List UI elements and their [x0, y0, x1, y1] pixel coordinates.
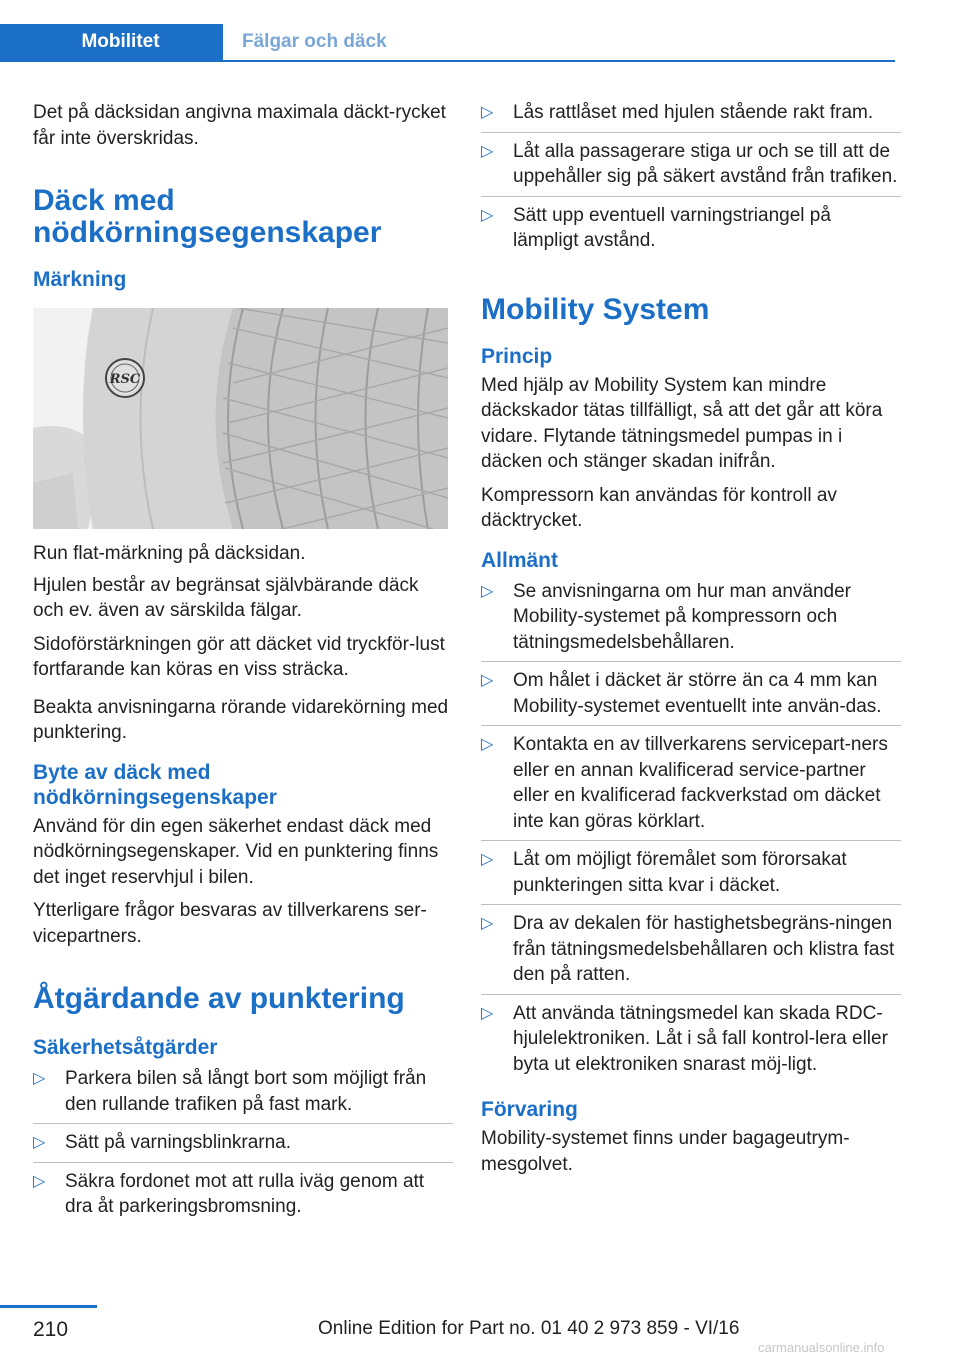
- triangle-bullet-icon: ▷: [481, 582, 494, 600]
- paragraph-wheels: Hjulen består av begränsat självbärande däck och ev. även av särskilda fälgar.: [33, 574, 419, 621]
- list-item: ▷ Att använda tätningsmedel kan skada RDC-hjulelektroniken. Låt i så fall kontrol‐lera eller byta ut elektroniken snarast möj‐ligt.: [481, 1002, 888, 1075]
- triangle-bullet-icon: ▷: [481, 1004, 494, 1022]
- edition-note: Online Edition for Part no. 01 40 2 973 859 - VI/16: [318, 1318, 740, 1339]
- paragraph-observe-instructions: Beakta anvisningarna rörande vidarekörning med punktering.: [33, 696, 449, 743]
- list-item: ▷ Dra av dekalen för hastighetsbegräns‐ningen från tätningsmedelsbehållaren och klistra fast den på ratten.: [481, 911, 901, 995]
- tire-svg: [33, 308, 448, 529]
- rsc-badge-text: RSC: [109, 372, 141, 387]
- general-list: [481, 579, 901, 1084]
- heading-runflat: Däck med nödkörningsegenskaper: [33, 184, 382, 249]
- right-column: [481, 100, 901, 1185]
- list-item: ▷ Lås rattlåset med hjulen stående rakt fram.: [481, 100, 901, 133]
- paragraph-runflat-marking: Run flat-märkning på däcksidan.: [33, 543, 306, 564]
- paragraph-further-questions: Ytterligare frågor besvaras av tillverkarens ser‐vicepartners.: [33, 900, 427, 947]
- heading-principle: Princip: [481, 344, 553, 368]
- safety-list: [33, 1066, 453, 1226]
- heading-general: Allmänt: [481, 548, 559, 572]
- subsection-tab-falgar[interactable]: Fälgar och däck: [242, 31, 387, 52]
- safety-list-continued: [481, 100, 901, 260]
- page-header: [0, 24, 895, 62]
- runflat-tire-illustration: [33, 308, 448, 529]
- page-number: 210: [33, 1318, 69, 1341]
- triangle-bullet-icon: ▷: [481, 915, 494, 932]
- triangle-bullet-icon: ▷: [481, 851, 494, 868]
- heading-puncture: Åtgärdande av punktering: [33, 982, 405, 1015]
- list-item: ▷ Låt om möjligt föremålet som förorsakat punkteringen sitta kvar i däcket.: [481, 847, 901, 905]
- triangle-bullet-icon: ▷: [481, 206, 494, 224]
- heading-mobility-system: Mobility System: [481, 292, 710, 326]
- intro-paragraph: Det på däcksidan angivna maximala däckt‐rycket får inte överskridas.: [33, 102, 446, 149]
- list-item: ▷ Sätt på varningsblinkrarna.: [33, 1130, 453, 1163]
- triangle-bullet-icon: ▷: [481, 672, 494, 689]
- paragraph-principle: Med hjälp av Mobility System kan mindre däckskador tätas tillfälligt, så att det går att köra vidare. Flytande tätningsmedel pumpas in i däcken och stänger skadan inifrån.: [481, 374, 883, 472]
- paragraph-side-reinforcement: Sidoförstärkningen gör att däcket vid tryckför‐lust fortfarande kan köras en viss sträcka.: [33, 633, 445, 680]
- heading-storage: Förvaring: [481, 1098, 578, 1121]
- triangle-bullet-icon: ▷: [33, 1070, 46, 1087]
- footer-divider: [0, 1305, 97, 1308]
- paragraph-storage: Mobility-systemet finns under bagageutrym‐mesgolvet.: [481, 1128, 850, 1175]
- heading-change-tires: Byte av däck med nödkörningsegenskaper: [33, 760, 277, 809]
- list-item: ▷ Säkra fordonet mot att rulla iväg genom att dra åt parkeringsbromsning.: [33, 1170, 425, 1217]
- watermark: carmanualsonline.info: [758, 1340, 885, 1355]
- header-divider: [0, 60, 895, 62]
- paragraph-use-runflat: Använd för din egen säkerhet endast däck med nödkörningsegenskaper. Vid en punktering finns det inget reservhjul i bilen.: [33, 815, 439, 888]
- heading-marking: Märkning: [33, 268, 127, 291]
- list-item: ▷ Låt alla passagerare stiga ur och se till att de uppehåller sig på säkert avstånd från trafiken.: [481, 139, 901, 197]
- paragraph-compressor: Kompressorn kan användas för kontroll av däcktrycket.: [481, 484, 837, 531]
- left-column: [33, 100, 453, 1232]
- triangle-bullet-icon: ▷: [481, 736, 494, 753]
- heading-safety: Säkerhetsåtgärder: [33, 1036, 218, 1059]
- triangle-bullet-icon: ▷: [33, 1172, 46, 1190]
- list-item: ▷ Parkera bilen så långt bort som möjligt från den rullande trafiken på fast mark.: [33, 1066, 453, 1124]
- triangle-bullet-icon: ▷: [481, 142, 494, 160]
- list-item: ▷ Sätt upp eventuell varningstriangel på lämpligt avstånd.: [481, 204, 831, 251]
- triangle-bullet-icon: ▷: [33, 1134, 46, 1151]
- triangle-bullet-icon: ▷: [481, 104, 494, 121]
- section-tab-mobilitet[interactable]: Mobilitet: [0, 24, 223, 60]
- list-item: ▷ Om hålet i däcket är större än ca 4 mm kan Mobility-systemet eventuellt inte använ‐das.: [481, 668, 901, 726]
- list-item: ▷ Kontakta en av tillverkarens servicepart‐ners eller en annan kvalificerad service‐partner eller en kvalificerad fackverkstad om däcket inte kan göras körklart.: [481, 732, 901, 841]
- list-item: ▷ Se anvisningarna om hur man använder Mobility-systemet på kompressorn och tätningsmedelsbehållaren.: [481, 579, 901, 663]
